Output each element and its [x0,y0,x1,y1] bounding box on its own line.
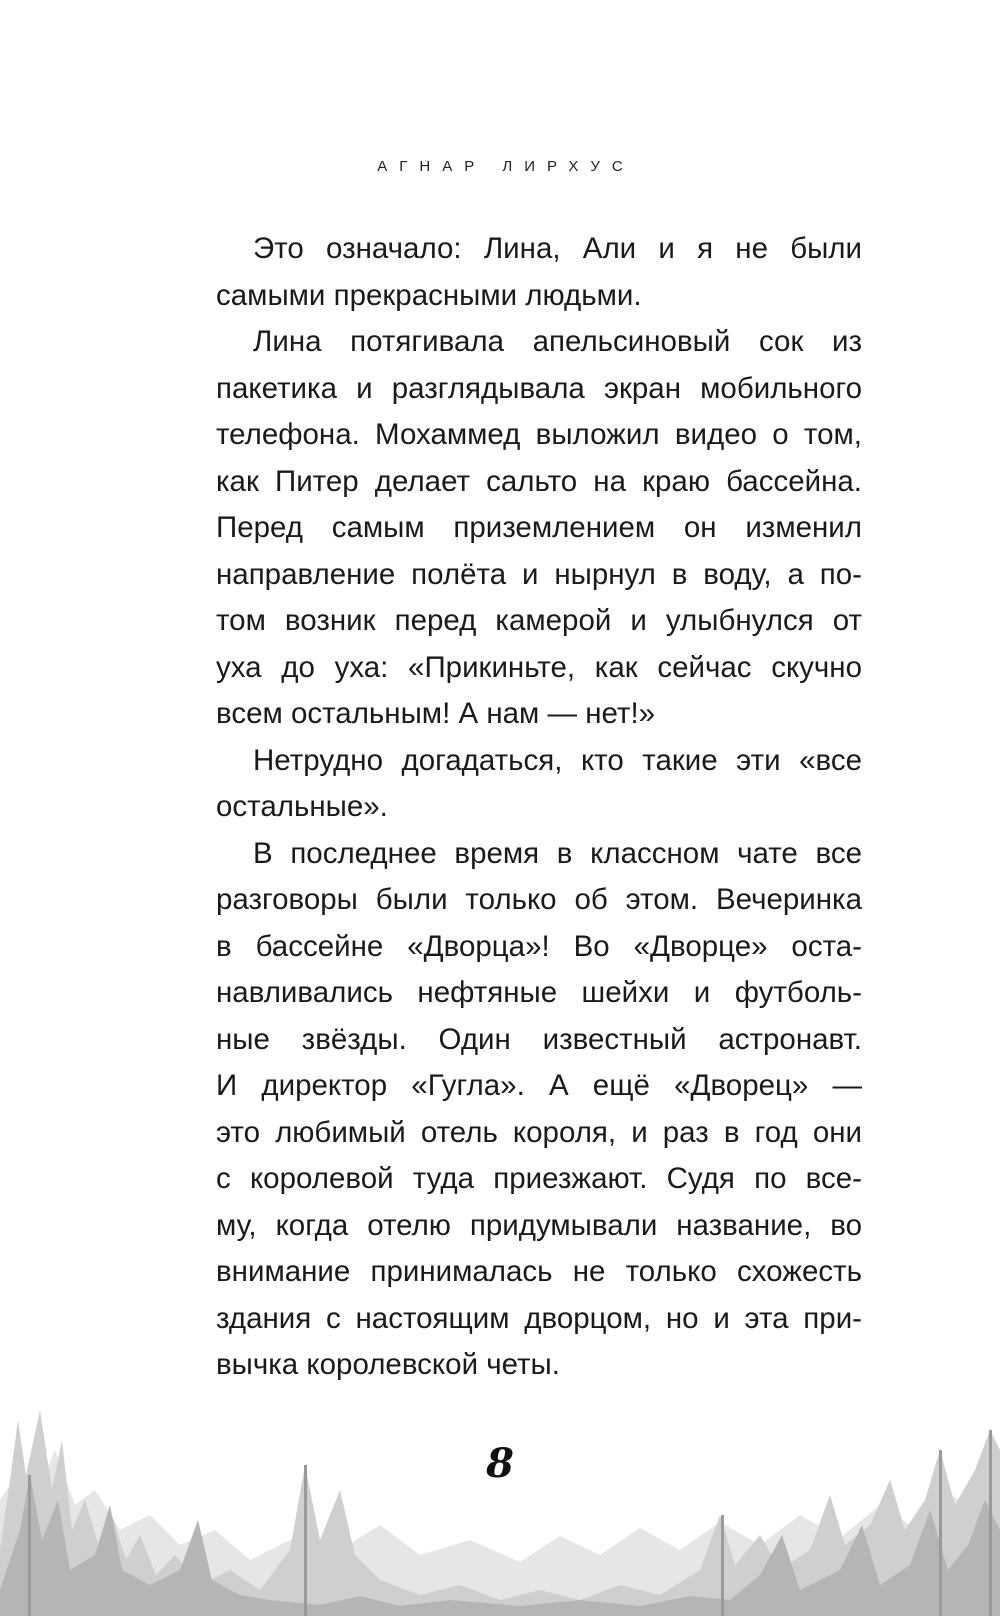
text-line: внимание принималась не только схожесть [216,1255,862,1288]
page-number: 8 [486,1440,514,1487]
text-line: навливались нефтяные шейхи и футболь- [216,976,862,1009]
text-line: разговоры были только об этом. Вечеринка [216,883,862,916]
text-line: в бассейне «Дворца»! Во «Дворце» оста- [216,929,862,963]
text-line: пакетика и разглядывала экран мобильного [216,371,862,405]
text-line: му, когда отелю придумывали название, во [216,1208,862,1242]
text-line: здания с настоящим дворцом, но и эта при- [216,1301,862,1335]
text-line: Перед самым приземлением он изменил [216,511,862,544]
text-line: Это означало: Лина, Али и я не были [253,232,862,265]
text-line: с королевой туда приезжают. Судя по все- [216,1162,862,1195]
text-line: это любимый отель короля, и раз в год они [216,1115,862,1149]
text-line: ные звёзды. Один известный астронавт. [216,1022,862,1056]
text-line: направление полёта и нырнул в воду, а по- [216,557,862,591]
text-line: как Питер делает сальто на краю бассейна. [216,464,862,498]
running-head: АГНАР ЛИРХУС [377,158,635,175]
text-line: В последнее время в классном чате все [253,836,862,870]
paragraph-3 [216,738,862,831]
text-line: том возник перед камерой и улыбнулся от [216,604,862,637]
text-line: вычка королевской четы. [216,1348,560,1381]
text-line: Лина потягивала апельсиновый сок из [253,325,862,358]
text-line: уха до уха: «Прикиньте, как сейчас скучно [216,650,862,684]
paragraph-2 [216,319,862,738]
text-line: самыми прекрасными людьми. [216,278,642,312]
text-line: телефона. Мохаммед выложил видео о том, [216,418,862,451]
text-line: Нетрудно догадаться, кто такие эти «все [253,743,862,777]
body-text [216,226,862,1389]
text-line: остальные». [216,790,388,823]
text-line: всем остальным! А нам — нет!» [216,697,656,730]
text-line: И директор «Гугла». А ещё «Дворец» — [216,1069,862,1102]
paragraph-1 [216,226,862,319]
